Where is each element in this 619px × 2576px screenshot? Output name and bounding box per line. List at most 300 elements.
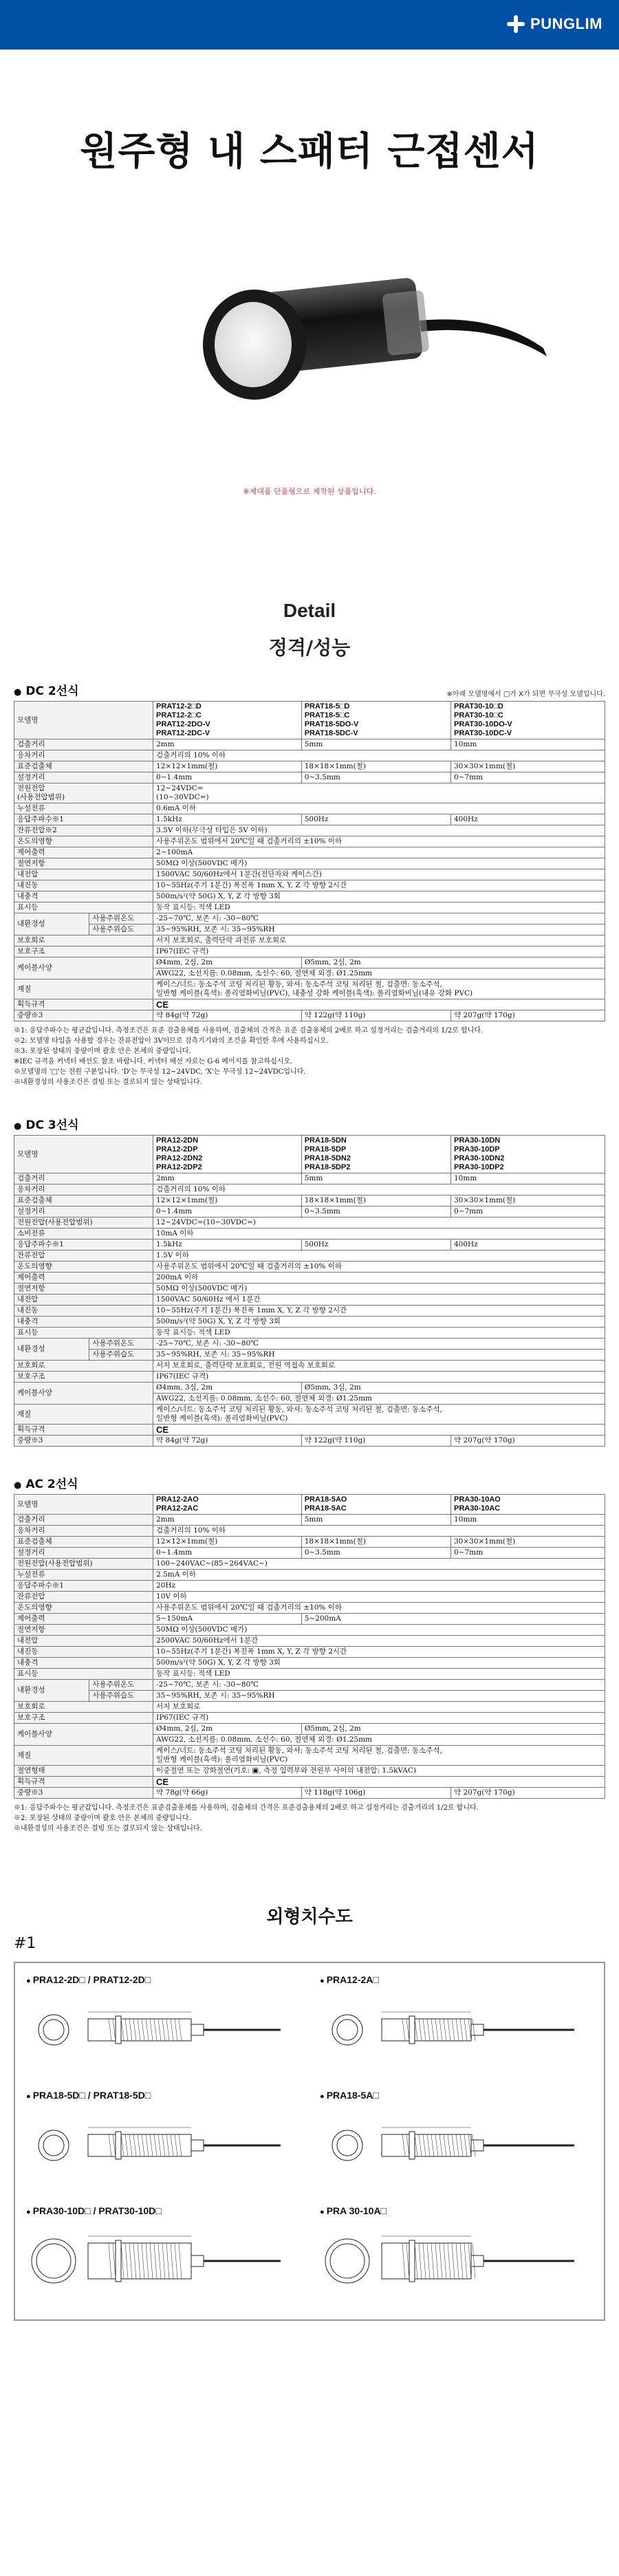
table-cell: 35~95%RH, 보존 시: 35~95%RH [153,1691,605,1702]
table-cell: 3.5V 이하(무극성 타입은 5V 이하) [153,825,605,836]
table-cell: 35~95%RH, 보존 시: 35~95%RH [153,1350,605,1361]
hero-note: ※제대품 단품형으로 제작된 상품입니다. [243,487,376,496]
dimension-drawing-svg [320,2101,588,2183]
brand-mark-icon [507,15,525,33]
table-row [14,880,605,891]
table-cell: 18×18×1mm(철) [301,1537,450,1548]
row-label: 온도의영향 [14,836,153,847]
table-row [14,999,605,1010]
row-label: 재질 [14,979,153,999]
row-label: 모델명 [14,1136,153,1173]
dimension-label: ● PRA18-5A□ [320,2090,593,2101]
table-cell: 0~1.4mm [153,1206,302,1217]
table-cell: 1.5kHz [153,814,302,825]
dimension-label: ● PRA12-2D□ / PRAT12-2D□ [26,1974,299,1985]
table-row [14,1217,605,1229]
table-cell: IP67(IEC 규격) [153,1713,605,1724]
table-cell: 약 122g(약 110g) [301,1010,450,1021]
row-label: 응답주파수※1 [14,1581,153,1592]
table-cell: 케이스/너트: 동소주석 코팅 처리된 황동, 와셔: 동소주석 코팅 처리된 철, 검출면: 동소주석, 일반형 케이블(흑색): 폴리염화비닐(PVC), 내충성 강화 케이블(흑색): 폴리염화비닐(내유 강화 PVC) [153,979,605,999]
row-label: 잔류전압※2 [14,825,153,836]
table-row [14,739,605,750]
table-cell: 30×30×1mm(철) [451,761,605,772]
table-cell: AWG22, 소선지름: 0.08mm, 소선수: 60, 절연체 외경: Ø1.25mm [153,968,605,979]
table-cell: 30×30×1mm(철) [451,1195,605,1206]
row-label: 표준검출체 [14,1195,153,1206]
dimension-drawing-svg [26,2216,294,2299]
table-cell: 5mm [301,1173,450,1184]
table-cell: 50MΩ 이상(500VDC 메가) [153,1284,605,1295]
table-cell: 약 84g(약 72g) [153,1436,302,1447]
row-label: 내환경성 [14,913,89,935]
table-row [14,1592,605,1603]
table-row [14,1284,605,1295]
row-label: 재질 [14,1405,153,1425]
row-label: 잔류전압 [14,1251,153,1262]
table-row [14,783,605,803]
table-cell: 12~24VDC= (10~30VDC=) [153,783,605,803]
table-cell: 약 207g(약 170g) [451,1010,605,1021]
table-row [14,1777,605,1788]
table-cell: 10mm [451,1173,605,1184]
table-row [14,847,605,858]
row-sublabel: 사용주위습도 [89,924,153,935]
row-label: 획득규격 [14,999,153,1010]
table-row [14,814,605,825]
ce-mark: CE [153,1777,605,1788]
table-row [14,1306,605,1317]
row-label: 응차거리 [14,1526,153,1537]
table-cell: Ø5mm, 3심, 2m [301,1383,605,1394]
row-label: 제어출력 [14,847,153,858]
table-cell: -25~70℃, 보존 시: -30~80℃ [153,913,605,924]
dimension-drawing [26,1974,299,2077]
table-row [14,1537,605,1548]
row-label: 설정거리 [14,1548,153,1559]
row-label: 보호회로 [14,1702,153,1713]
table-row [14,1788,605,1799]
table-cell: 검출거리의 10% 이하 [153,750,605,761]
table-cell: PRA18-5AO PRA18-5AC [301,1495,450,1515]
table-row [14,1647,605,1658]
row-label: 표준검출체 [14,761,153,772]
table-cell: 1.5kHz [153,1240,302,1251]
table-cell: 5mm [301,739,450,750]
table-cell: 0~1.4mm [153,1548,302,1559]
table-row [14,1559,605,1570]
table-row [14,1625,605,1636]
row-label: 획득규격 [14,1425,153,1436]
table-row [14,1383,605,1394]
note-line: ※2: 포장된 상태의 중량이며 괄호 안은 본체의 중량입니다. [14,1815,191,1822]
table-cell: 12×12×1mm(철) [153,1195,302,1206]
row-sublabel: 사용주위습도 [89,1350,153,1361]
row-label: 내충격 [14,1317,153,1328]
row-label: 설정거리 [14,772,153,783]
row-label: 획득규격 [14,1777,153,1788]
table-cell: AWG22, 소선지름: 0.08mm, 소선수: 60, 절연체 외경: Ø1.25mm [153,1394,605,1405]
brand-logo[interactable] [507,15,602,33]
table-cell: 10mm [451,1515,605,1526]
row-label: 케이블사양 [14,1383,153,1405]
spec-title: 정격/성능 [268,636,351,659]
table-row [14,1405,605,1425]
table-cell: 10mm [451,739,605,750]
table-cell: PRAT18-5□D PRAT18-5□C PRAT18-5DO-V PRAT18-5DC-V [301,702,450,739]
table-cell: 0~1.4mm [153,772,302,783]
table-row [14,1548,605,1559]
table-cell: 1500VAC 50/60Hz 에서 1분간 [153,1295,605,1306]
spec-table [14,1135,605,1447]
table-row [14,772,605,783]
spec-table [14,701,605,1021]
table-cell: 10~55Hz(주기 1분간) 복진폭 1mm X, Y, Z 각 방향 2시간 [153,1306,605,1317]
dimension-drawing-svg [26,2101,294,2183]
table-row [14,1766,605,1777]
table-cell: 서지 보호회로, 출력단락 보호회로, 전원 역접속 보호회로 [153,1361,605,1372]
table-cell: 30×30×1mm(철) [451,1537,605,1548]
note-line: ※내환경성의 사용조건은 결빙 또는 결로되지 않는 상태입니다. [14,1079,202,1086]
ce-mark: CE [153,999,605,1010]
row-label: 제어출력 [14,1614,153,1625]
row-label: 제어출력 [14,1273,153,1284]
table-cell: 동작 표시등: 적색 LED [153,902,605,913]
row-label: 누설전류 [14,803,153,814]
row-label: 중량※3 [14,1436,153,1447]
table-cell: 서지 보호회로, 출력단락 과전류 보호회로 [153,935,605,946]
row-label: 온도의영향 [14,1262,153,1273]
table-cell: 500m/s²(약 50G) X, Y, Z 각 방향 3회 [153,891,605,902]
dc3-section [14,1115,605,1447]
row-label: 내전압 [14,1636,153,1647]
table-row [14,1317,605,1328]
table-cell: 2.5mA 이하 [153,1570,605,1581]
table-row [14,750,605,761]
row-label: 전원전압 (사용전압범위) [14,783,153,803]
dimension-label: ● PRA18-5D□ / PRAT18-5D□ [26,2090,299,2101]
table-cell: 0~3.5mm [301,1548,450,1559]
table-cell: 동작 표시등: 적색 LED [153,1669,605,1680]
row-label: 내충격 [14,1658,153,1669]
table-cell: 사용주위온도 범위에서 20℃일 때 검출거리의 ±10% 이하 [153,1262,605,1273]
table-row [14,1691,605,1702]
table-cell: 100~240VAC~(85~264VAC~) [153,1559,605,1570]
row-label: 내환경성 [14,1680,89,1702]
table-row [14,902,605,913]
row-label: 보호회로 [14,935,153,946]
note-line: ※1: 응답주파수는 평균값입니다. 측정조건은 표준검출용체를 사용하며, 검출체의 간격은 표준검출용체의 2배로 하고 설정거리는 검출거리의 1/2로 합니다. [14,1804,479,1812]
detail-title: Detail [283,600,336,621]
product-image [0,204,619,479]
table-row [14,869,605,880]
table-cell: 10V 이하 [153,1592,605,1603]
table-row [14,761,605,772]
table-cell: Ø4mm, 3심, 2m [153,1383,302,1394]
table-row [14,1206,605,1217]
table-row [14,1195,605,1206]
table-cell: 500m/s²(약 50G) X, Y, Z 각 방향 3회 [153,1317,605,1328]
table-cell: 5~200mA [301,1614,605,1625]
row-label: 재질 [14,1746,153,1766]
table-cell: 10mA 이하 [153,1229,605,1240]
table-row [14,1526,605,1537]
row-label: 검출거리 [14,739,153,750]
table-cell: 약 118g(약 106g) [301,1788,450,1799]
table-row [14,1229,605,1240]
note-line: ※내환경성의 사용조건은 결빙 또는 결로되지 않는 상태입니다. [14,1825,202,1832]
table-cell: PRAT30-10□D PRAT30-10□C PRAT30-10DO-V PRAT30-10DC-V [451,702,605,739]
table-row [14,1636,605,1647]
table-cell: 12~24VDC=(10~30VDC=) [153,1217,605,1229]
row-label: 케이블사양 [14,957,153,979]
row-label: 절연저항 [14,1284,153,1295]
table-row [14,1436,605,1447]
page-title: 원주형 내 스패터 근접센서 [80,129,539,174]
row-label: 표시등 [14,902,153,913]
table-cell: 18×18×1mm(철) [301,1195,450,1206]
table-row [14,1328,605,1339]
table-cell: 10~55Hz(주기 1분간) 복진폭 1mm X, Y, Z 각 방향 2시간 [153,1647,605,1658]
table-cell: 0~3.5mm [301,1206,450,1217]
table-row [14,1425,605,1436]
table-row [14,913,605,924]
dimension-drawing [320,1974,593,2077]
table-cell: Ø5mm, 2심, 2m [301,1724,605,1735]
table-row [14,1010,605,1021]
row-label: 누설전류 [14,1570,153,1581]
dimensions-title: 외형치수도 [266,1907,353,1927]
table-row [14,979,605,999]
table-cell: AWG22, 소선지름: 0.08mm, 소선수: 60, 절연체 외경: Ø1.25mm [153,1735,605,1746]
section-hint: ※아래 모델명에서 □가 X가 되면 무극성 모델입니다. [446,691,605,698]
table-cell: 2mm [153,1515,302,1526]
row-sublabel: 사용주위습도 [89,1691,153,1702]
row-sublabel: 사용주위온도 [89,1680,153,1691]
table-row [14,1136,605,1173]
table-cell: 50MΩ 이상(500VDC 메가) [153,1625,605,1636]
note-line: ※IEC 규격을 커넥터 배선도 참조 바랍니다. 커넥터 배선 자료는 G-6 페이지를 참고하십시오. [14,1058,293,1065]
table-row [14,1495,605,1515]
table-cell: 500m/s²(약 50G) X, Y, Z 각 방향 3회 [153,1658,605,1669]
table-cell: -25~70℃, 보존 시: -30~80℃ [153,1339,605,1350]
table-row [14,1372,605,1383]
table-cell: Ø5mm, 2심, 2m [301,957,605,968]
table-row [14,1173,605,1184]
dimension-label: ● PRA30-10D□ / PRAT30-10D□ [26,2205,299,2216]
table-row [14,924,605,935]
table-row [14,1184,605,1195]
table-cell: 케이스/너트: 동소주석 코팅 처리된 황동, 와셔: 동소주석 코팅 처리된 철, 검출면: 동소주석, 일반형 케이블(흑색): 폴리염화비닐(PVC) [153,1405,605,1425]
row-label: 내전압 [14,869,153,880]
row-sublabel: 사용주위온도 [89,1339,153,1350]
dimension-drawing [320,2205,593,2308]
table-cell: 약 84g(약 72g) [153,1010,302,1021]
row-label: 중량※3 [14,1788,153,1799]
table-row [14,1515,605,1526]
table-cell: 약 207g(약 170g) [451,1436,605,1447]
row-label: 절연형태 [14,1766,153,1777]
table-row [14,1240,605,1251]
table-cell: 검출거리의 10% 이하 [153,1526,605,1537]
row-label: 응차거리 [14,750,153,761]
table-cell: 200mA 이하 [153,1273,605,1284]
table-cell: 약 78g(약 66g) [153,1788,302,1799]
brand-name: PUNGLIM [530,15,602,32]
table-row [14,891,605,902]
row-label: 케이블사양 [14,1724,153,1746]
row-label: 표시등 [14,1328,153,1339]
note-line: ※2: 모델명 타입을 사용할 경우는 잔류전압이 3V이므로 검측기기와의 조건을 확인한 후에 사용하십시오. [14,1037,329,1045]
row-label: 보호회로 [14,1361,153,1372]
table-row [14,1570,605,1581]
row-label: 보호구조 [14,1713,153,1724]
table-cell: 12×12×1mm(철) [153,761,302,772]
table-row [14,1702,605,1713]
row-label: 내진동 [14,880,153,891]
table-cell: IP67(IEC 규격) [153,946,605,957]
dimension-drawing-svg [320,1985,588,2068]
table-row [14,1339,605,1350]
dimension-drawing [26,2090,299,2193]
table-row [14,1295,605,1306]
table-cell: 20Hz [153,1581,605,1592]
table-row [14,1746,605,1766]
table-cell: 이중절연 또는 강화절연(기호: ▣, 측정 입력부와 전원부 사이의 내전압: 1.5kVAC) [153,1766,605,1777]
dimension-drawing [26,2205,299,2308]
table-cell: 35~95%RH, 보존 시: 35~95%RH [153,924,605,935]
row-label: 절연저항 [14,858,153,869]
table-row [14,1669,605,1680]
table-row [14,836,605,847]
dc2-section [14,681,605,1087]
row-label: 전원전압(사용전압범위) [14,1559,153,1570]
section-name: ● DC 3선식 [14,1115,79,1132]
row-label: 절연저항 [14,1625,153,1636]
table-cell: IP67(IEC 규격) [153,1372,605,1383]
row-label: 내환경성 [14,1339,89,1361]
note-line: ※모델명의 '□'는 전원 구분입니다. 'D'는 무극성 12~24VDC, 'X'는 무극성 12~24VDC입니다. [14,1068,306,1076]
spec-table [14,1494,605,1799]
table-cell: 0~7mm [451,772,605,783]
dimension-drawing-svg [320,2216,588,2299]
top-bar [0,0,619,50]
row-label: 내전압 [14,1295,153,1306]
row-label: 설정거리 [14,1206,153,1217]
table-row [14,1350,605,1361]
table-cell: 사용주위온도 범위에서 20℃일 때 검출거리의 ±10% 이하 [153,836,605,847]
table-cell: Ø4mm, 2심, 2m [153,1724,302,1735]
table-cell: 500Hz [301,814,450,825]
table-row [14,1614,605,1625]
table-cell: 50MΩ 이상(500VDC 메가) [153,858,605,869]
table-cell: 0.6mA 이하 [153,803,605,814]
table-cell: PRA12-2DN PRA12-2DP PRA12-2DN2 PRA12-2DP2 [153,1136,302,1173]
table-cell: 0~7mm [451,1548,605,1559]
table-cell: Ø4mm, 2심, 2m [153,957,302,968]
table-cell: 10~55Hz(주기 1분간) 복진폭 1mm X, Y, Z 각 방향 2시간 [153,880,605,891]
table-cell: 약 122g(약 110g) [301,1436,450,1447]
row-label: 표시등 [14,1669,153,1680]
row-label: 보호구조 [14,946,153,957]
note-line: ※3: 포장된 상태의 중량이며 괄호 안은 본체의 중량입니다. [14,1048,191,1055]
ce-mark: CE [153,1425,605,1436]
table-row [14,1658,605,1669]
row-label: 모델명 [14,1495,153,1515]
table-row [14,858,605,869]
table-cell: 18×18×1mm(철) [301,761,450,772]
table-cell: 케이스/너트: 동소주석 코팅 처리된 황동, 와셔: 동소주석 코팅 처리된 철, 검출면: 동소주석, 일반형 케이블(흑색): 폴리염화비닐(PVC) [153,1746,605,1766]
table-cell: 500Hz [301,1240,450,1251]
table-cell: -25~70℃, 보존 시: -30~80℃ [153,1680,605,1691]
section-name: ● DC 2선식 [14,681,79,698]
dimension-label: ● PRA12-2A□ [320,1974,593,1985]
table-row [14,946,605,957]
table-cell: 2mm [153,739,302,750]
section-name: ● AC 2선식 [14,1474,78,1491]
table-row [14,935,605,946]
table-cell: PRA30-10DN PRA30-10DP PRA30-10DN2 PRA30-10DP2 [451,1136,605,1173]
table-cell: PRAT12-2□D PRAT12-2□C PRAT12-2DO-V PRAT12-2DC-V [153,702,302,739]
row-label: 응답주파수※1 [14,814,153,825]
row-label: 소비전류 [14,1229,153,1240]
table-cell: 0~7mm [451,1206,605,1217]
table-cell: 1.5V 이하 [153,1251,605,1262]
table-cell: PRA12-2AO PRA12-2AC [153,1495,302,1515]
table-row [14,1603,605,1614]
table-row [14,825,605,836]
table-cell: 약 207g(약 170g) [451,1788,605,1799]
row-label: 표준검출체 [14,1537,153,1548]
table-cell: 2500VAC 50/60Hz에서 1분간 [153,1636,605,1647]
table-cell: 400Hz [451,1240,605,1251]
row-label: 내진동 [14,1647,153,1658]
row-label: 전원전압(사용전압범위) [14,1217,153,1229]
dimension-drawing [320,2090,593,2193]
table-row [14,1724,605,1735]
table-cell: 12×12×1mm(철) [153,1537,302,1548]
table-row [14,1273,605,1284]
table-cell: 사용주위온도 범위에서 20℃일 때 검출거리의 ±10% 이하 [153,1603,605,1614]
table-cell: 400Hz [451,814,605,825]
table-cell: 0~3.5mm [301,772,450,783]
table-cell: 1500VAC 50/60Hz에서 1분간(전단자와 케이스간) [153,869,605,880]
row-label: 모델명 [14,702,153,739]
table-cell: 검출거리의 10% 이하 [153,1184,605,1195]
notes [14,1803,605,1834]
dimension-label: ● PRA 30-10A□ [320,2205,593,2216]
table-cell: 5mm [301,1515,450,1526]
table-cell: PRA18-5DN PRA18-5DP PRA18-5DN2 PRA18-5DP2 [301,1136,450,1173]
sensor-illustration [0,204,619,479]
table-cell: PRA30-10AO PRA30-10AC [451,1495,605,1515]
row-label: 온도의영향 [14,1603,153,1614]
table-row [14,1713,605,1724]
table-row [14,957,605,968]
ac2-section [14,1474,605,1834]
table-row [14,1251,605,1262]
row-label: 검출거리 [14,1173,153,1184]
row-label: 내진동 [14,1306,153,1317]
row-label: 응차거리 [14,1184,153,1195]
table-cell: 동작 표시등: 적색 LED [153,1328,605,1339]
table-row [14,1262,605,1273]
note-line: ※1: 응답주파수는 평균값입니다. 측정조건은 표준 검출용체를 사용하며, 검출체의 간격은 표준 검출용체의 2배로 하고 설정거리는 검출거리의 1/2로 합니다. [14,1027,484,1035]
table-cell: 서지 보호회로 [153,1702,605,1713]
row-label: 보호구조 [14,1372,153,1383]
dimension-drawing-svg [26,1985,294,2068]
row-label: 검출거리 [14,1515,153,1526]
table-row [14,1581,605,1592]
